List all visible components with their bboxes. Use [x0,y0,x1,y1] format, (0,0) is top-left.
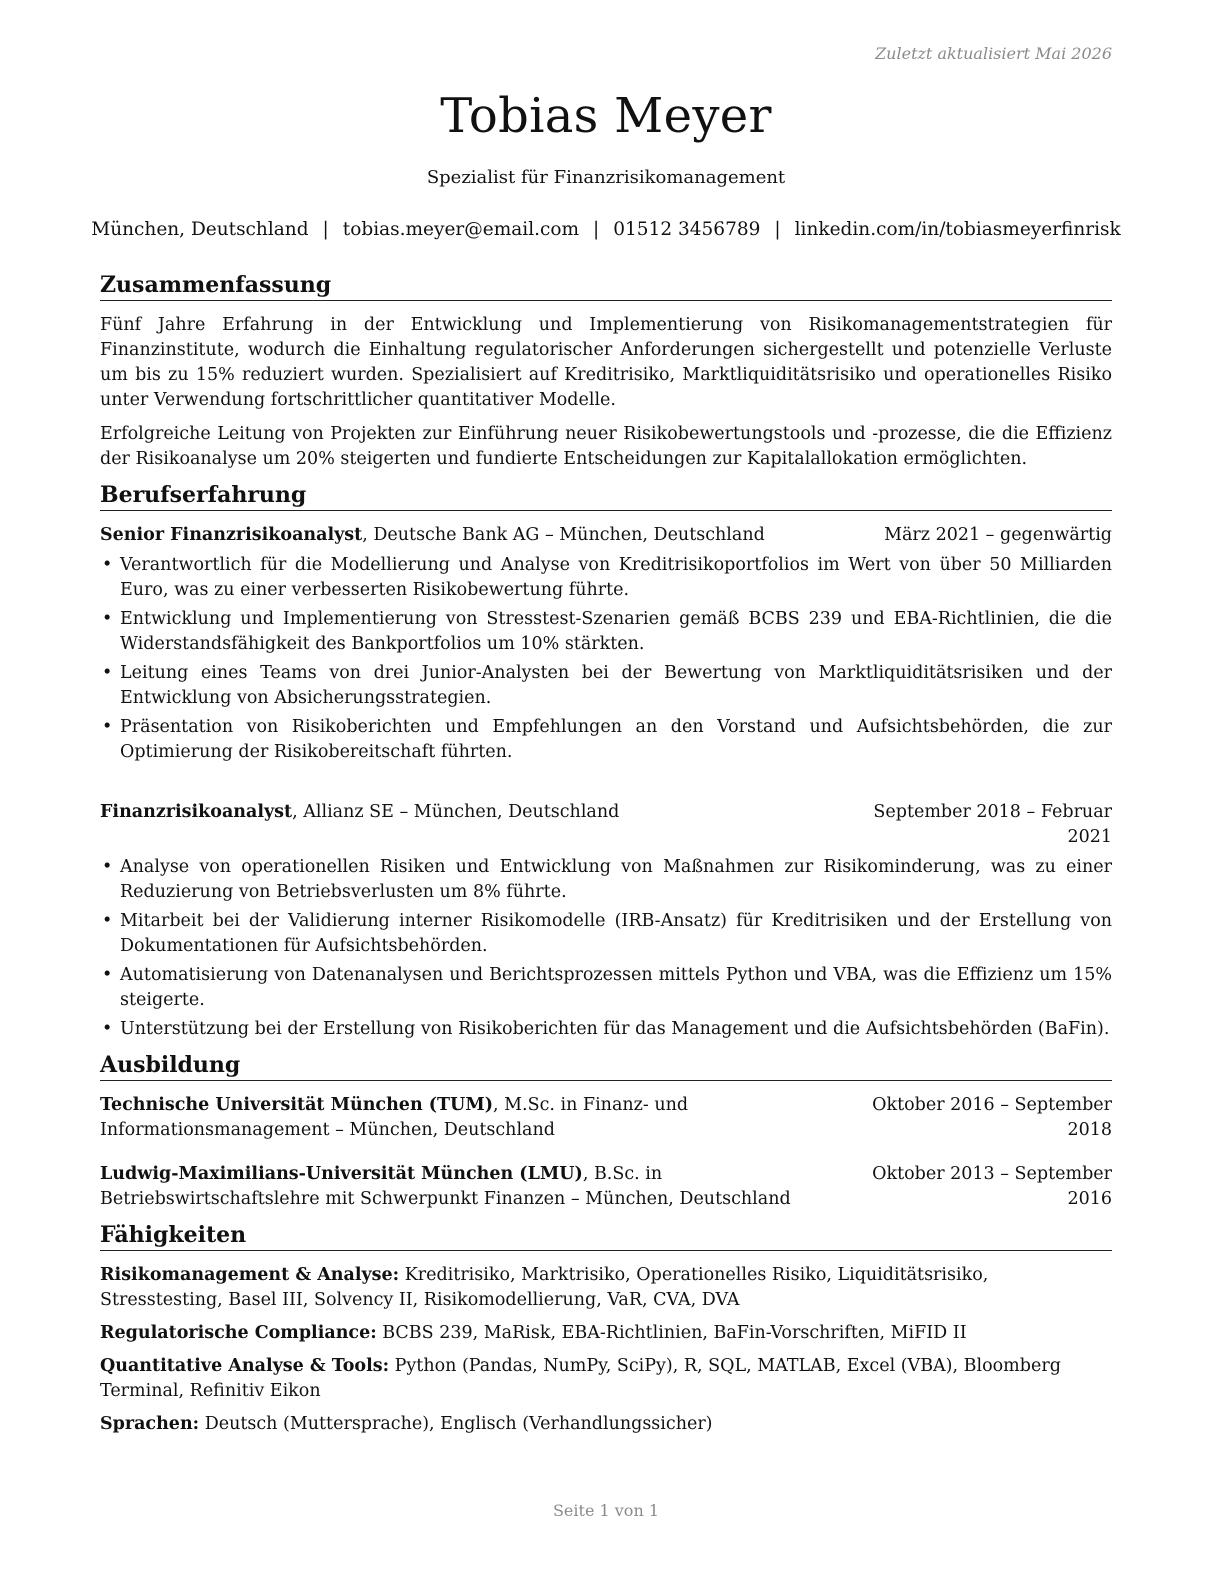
job-org: , Deutsche Bank AG – München, Deutschland [362,525,765,545]
resume-page [91,0,1121,1584]
contact-separator: | [774,219,781,240]
education-school: Technische Universität München (TUM) [100,1095,493,1115]
list-item [100,909,1112,959]
job-header [100,800,1112,850]
section-heading-skills: Fähigkeiten [100,1222,1112,1251]
summary-paragraph: Erfolgreiche Leitung von Projekten zur Einführung neuer Risikobewertungstools und -prozesse, die die Effizienz der Risikoanalyse um 20% steigerten und fundierte Entscheidungen zur Kapitalallokation ermöglichten. [100,424,1112,469]
job-dates: September 2018 – Februar 2021 [873,802,1112,847]
candidate-name: Tobias Meyer [440,88,772,144]
job-role: Finanzrisikoanalyst [100,802,293,822]
job-bullets [100,855,1112,1042]
education-degree: , B.Sc. in Betriebswirtschaftslehre mit Schwerpunkt Finanzen – München, Deutschland [100,1164,791,1209]
resume-content [100,272,1112,1447]
job-dates: März 2021 – gegenwärtig [884,525,1112,545]
bullet-icon: • [102,663,113,683]
page-number: Seite 1 von 1 [552,1501,660,1520]
bullet-icon: • [102,609,113,629]
skill-value: Python (Pandas, NumPy, SciPy), R, SQL, MATLAB, Excel (VBA), Bloomberg Terminal, Refinitiv Eikon [100,1356,1061,1401]
summary-section [100,272,1112,472]
list-item [100,963,1112,1013]
skill-row [100,1321,1112,1346]
candidate-title: Spezialist für Finanzrisikomanagement [426,167,786,188]
bullet-icon: • [102,1019,113,1039]
bullet-icon: • [102,857,113,877]
bullet-text: Präsentation von Risikoberichten und Empfehlungen an den Vorstand und Aufsichtsbehörden, die zur Optimierung der Risikobereitschaft führten. [120,717,1112,762]
education-entry [100,1162,1112,1212]
bullet-text: Automatisierung von Datenanalysen und Berichtsprozessen mittels Python und VBA, was die Effizienz um 15% steigerte. [120,965,1112,1010]
skill-value: Kreditrisiko, Marktrisiko, Operationelles Risiko, Liquiditätsrisiko, Stresstesting, Basel III, Solvency II, Risikomodellierung, VaR, CVA, DVA [100,1265,989,1310]
skill-row [100,1263,1112,1313]
job-role: Senior Finanzrisikoanalyst [100,525,363,545]
section-heading-education: Ausbildung [100,1052,1112,1081]
bullet-text: Entwicklung und Implementierung von Stresstest-Szenarien gemäß BCBS 239 und EBA-Richtlinien, die die Widerstandsfähigkeit des Bankportfolios um 10% stärkten. [120,609,1112,654]
bullet-icon: • [102,965,113,985]
contact-email[interactable]: tobias.meyer@email.com [342,219,580,240]
contact-separator: | [322,219,329,240]
list-item [100,661,1112,711]
skill-row [100,1354,1112,1404]
skill-label: Risikomanagement & Analyse: [100,1265,400,1285]
last-updated: Zuletzt aktualisiert Mai 2026 [875,44,1112,63]
job-role-line [100,523,872,548]
contact-line [90,219,1122,240]
contact-separator: | [593,219,600,240]
education-dates: Oktober 2016 – September 2018 [872,1095,1112,1140]
bullet-text: Leitung eines Teams von drei Junior-Analysten bei der Bewertung von Marktliquiditätsrisiken und der Entwicklung von Absicherungsstrategien. [120,663,1112,708]
education-detail [100,1093,860,1143]
experience-section [100,482,1112,1042]
bullet-text: Mitarbeit bei der Validierung interner Risikomodelle (IRB-Ansatz) für Kreditrisiken und der Erstellung von Dokumentationen für Aufsichtsbehörden. [120,911,1112,956]
section-heading-experience: Berufserfahrung [100,482,1112,511]
skill-value: Deutsch (Muttersprache), Englisch (Verhandlungssicher) [199,1414,713,1434]
list-item [100,607,1112,657]
skill-value: BCBS 239, MaRisk, EBA-Richtlinien, BaFin-Vorschriften, MiFID II [376,1323,967,1343]
bullet-icon: • [102,555,113,575]
contact-linkedin[interactable]: linkedin.com/in/tobiasmeyerfinrisk [794,219,1121,240]
job-role-line [100,800,860,825]
skill-label: Regulatorische Compliance: [100,1323,377,1343]
bullet-icon: • [102,717,113,737]
job-entry [100,523,1112,765]
skill-label: Quantitative Analyse & Tools: [100,1356,390,1376]
education-section [100,1052,1112,1212]
summary-paragraph: Fünf Jahre Erfahrung in der Entwicklung und Implementierung von Risikomanagementstrategien für Finanzinstitute, wodurch die Einhaltung regulatorischer Anforderungen sichergestellt und potenzielle Verluste um bis zu 15% reduziert wurden. Spezialisiert auf Kreditrisiko, Marktliquiditätsrisiko und operationelles Risiko unter Verwendung fortschrittlicher quantitativer Modelle. [100,315,1112,410]
contact-location: München, Deutschland [91,219,309,240]
education-school: Ludwig-Maximilians-Universität München (LMU) [100,1164,583,1184]
list-item [100,1017,1112,1042]
list-item [100,715,1112,765]
skill-row [100,1412,1112,1437]
job-bullets [100,553,1112,765]
bullet-text: Verantwortlich für die Modellierung und Analyse von Kreditrisikoportfolios im Wert von über 50 Milliarden Euro, was zu einer verbesserten Risikobewertung führte. [120,555,1112,600]
education-entry [100,1093,1112,1143]
job-org: , Allianz SE – München, Deutschland [292,802,620,822]
education-dates: Oktober 2013 – September 2016 [872,1164,1112,1209]
contact-phone: 01512 3456789 [613,219,761,240]
skills-section [100,1222,1112,1437]
section-heading-summary: Zusammenfassung [100,272,1112,301]
job-header [100,523,1112,548]
education-degree: , M.Sc. in Finanz- und Informationsmanagement – München, Deutschland [100,1095,689,1140]
bullet-text: Unterstützung bei der Erstellung von Risikoberichten für das Management und die Aufsichtsbehörden (BaFin). [120,1019,1110,1039]
list-item [100,553,1112,603]
bullet-text: Analyse von operationellen Risiken und Entwicklung von Maßnahmen zur Risikominderung, was zu einer Reduzierung von Betriebsverlusten um 8% führte. [120,857,1112,902]
skill-label: Sprachen: [100,1414,200,1434]
job-entry [100,800,1112,1042]
education-detail [100,1162,860,1212]
list-item [100,855,1112,905]
bullet-icon: • [102,911,113,931]
